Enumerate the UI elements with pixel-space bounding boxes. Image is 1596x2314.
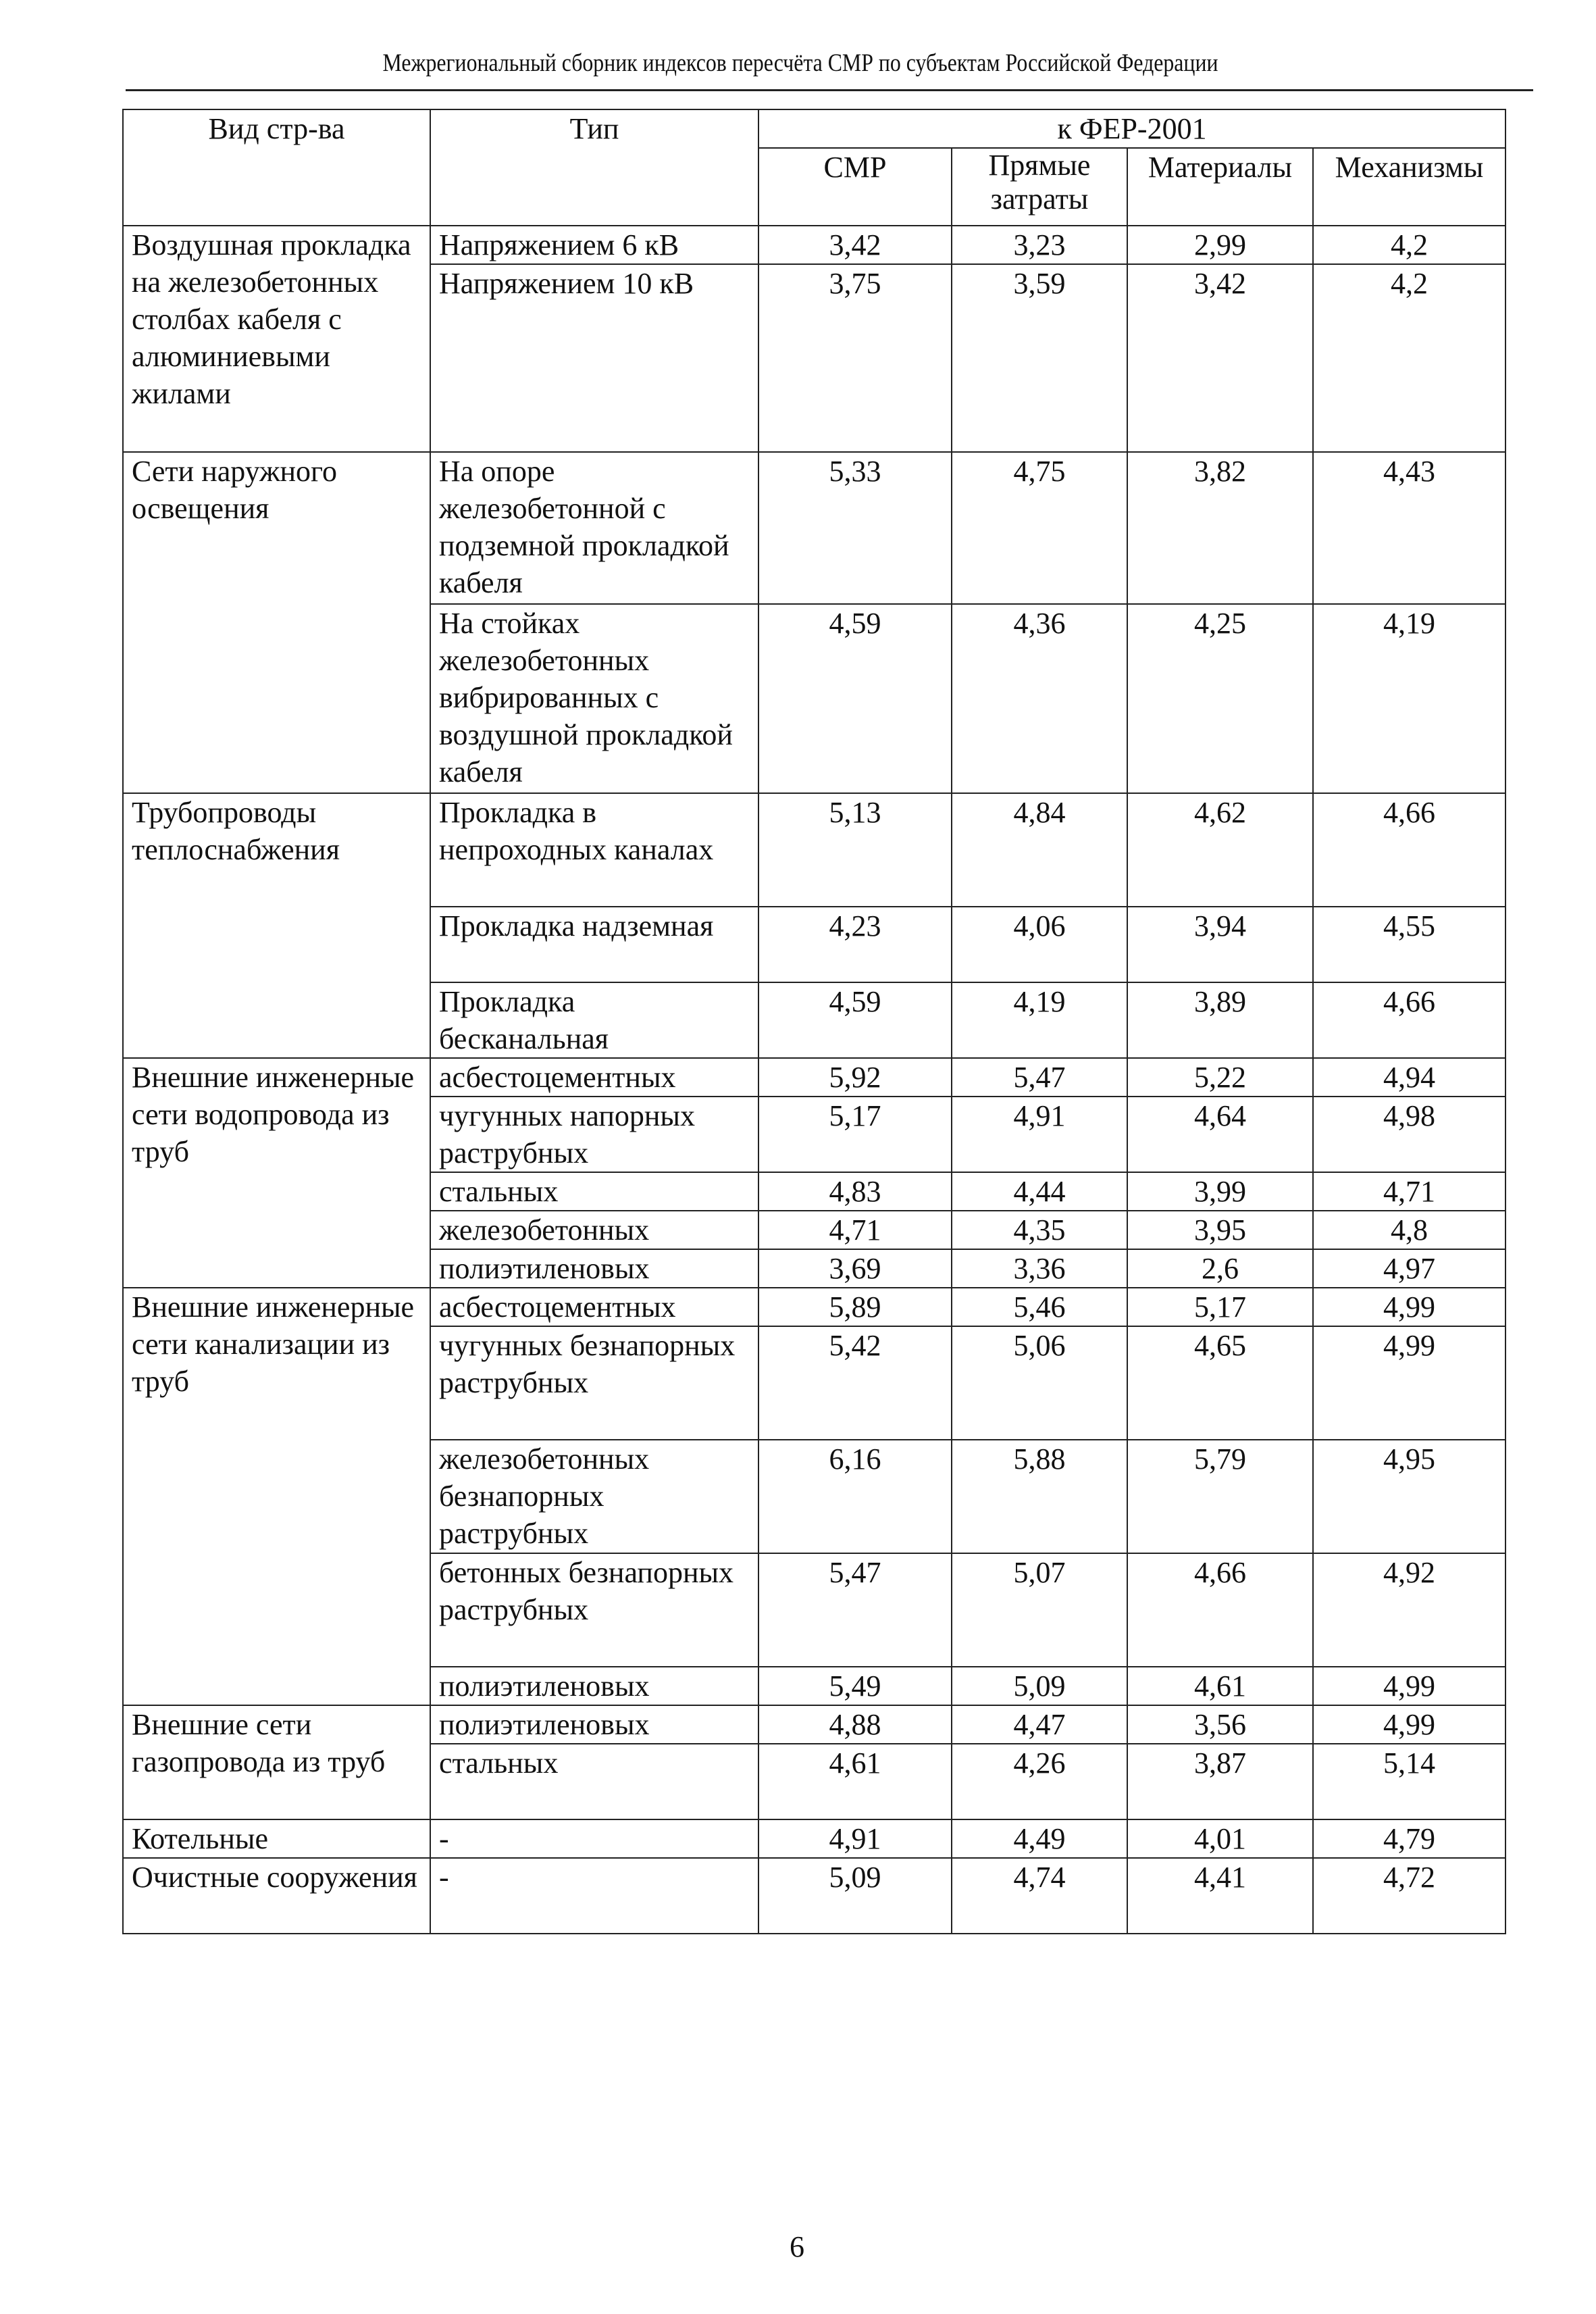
column-group-header: к ФЕР-2001 (758, 109, 1505, 148)
row-type-cell: полиэтиленовых (430, 1667, 758, 1705)
smr-value: 4,91 (758, 1819, 952, 1858)
mechanisms-value: 4,99 (1313, 1326, 1505, 1440)
materials-value: 4,65 (1127, 1326, 1313, 1440)
row-type-cell: Напряжением 10 кВ (430, 264, 758, 452)
row-kind-cell: Трубопроводы теплоснабжения (123, 793, 430, 1058)
smr-value: 4,71 (758, 1211, 952, 1249)
page-number: 6 (790, 2230, 804, 2263)
direct-value: 5,07 (952, 1553, 1127, 1667)
smr-value: 5,89 (758, 1288, 952, 1326)
mechanisms-value: 4,99 (1313, 1705, 1505, 1744)
direct-value: 4,47 (952, 1705, 1127, 1744)
materials-value: 4,25 (1127, 604, 1313, 793)
column-header-kind: Вид стр-ва (123, 109, 430, 226)
mechanisms-value: 4,98 (1313, 1097, 1505, 1172)
header-row-1 (123, 109, 1505, 148)
column-header-materials: Материалы (1127, 148, 1313, 226)
materials-value: 2,99 (1127, 226, 1313, 264)
row-type-cell: - (430, 1858, 758, 1934)
direct-value: 3,59 (952, 264, 1127, 452)
mechanisms-value: 4,94 (1313, 1058, 1505, 1097)
table-row (123, 1058, 1505, 1097)
column-header-direct: Прямые затраты (952, 148, 1127, 226)
table-row (123, 452, 1505, 604)
materials-value: 3,42 (1127, 264, 1313, 452)
mechanisms-value: 4,95 (1313, 1440, 1505, 1553)
smr-value: 5,92 (758, 1058, 952, 1097)
row-kind-cell: Сети наружного освещения (123, 452, 430, 793)
materials-value: 4,41 (1127, 1858, 1313, 1934)
mechanisms-value: 4,92 (1313, 1553, 1505, 1667)
direct-value: 5,47 (952, 1058, 1127, 1097)
row-type-cell: На стойках железобетонных вибрированных с воздушной прокладкой кабеля (430, 604, 758, 793)
smr-value: 5,42 (758, 1326, 952, 1440)
direct-value: 4,35 (952, 1211, 1127, 1249)
row-type-cell: асбестоцементных (430, 1058, 758, 1097)
direct-value: 3,36 (952, 1249, 1127, 1288)
mechanisms-value: 4,97 (1313, 1249, 1505, 1288)
row-type-cell: железобетонных безнапорных раструбных (430, 1440, 758, 1553)
materials-value: 3,82 (1127, 452, 1313, 604)
materials-value: 5,79 (1127, 1440, 1313, 1553)
direct-value: 4,06 (952, 907, 1127, 982)
mechanisms-value: 4,66 (1313, 982, 1505, 1058)
direct-value: 4,19 (952, 982, 1127, 1058)
row-type-cell: На опоре железобетонной с подземной прокладкой кабеля (430, 452, 758, 604)
row-kind-cell: Внешние сети газопровода из труб (123, 1705, 430, 1819)
table-row (123, 793, 1505, 907)
page-header-title: Межрегиональный сборник индексов пересчёта СМР по субъектам Российской Федерации (382, 49, 1218, 77)
row-type-cell: полиэтиленовых (430, 1249, 758, 1288)
row-type-cell: Прокладка надземная (430, 907, 758, 982)
mechanisms-value: 4,79 (1313, 1819, 1505, 1858)
row-type-cell: асбестоцементных (430, 1288, 758, 1326)
direct-value: 4,49 (952, 1819, 1127, 1858)
table-row (123, 1819, 1505, 1858)
direct-value: 5,88 (952, 1440, 1127, 1553)
table-row (123, 1705, 1505, 1744)
row-kind-cell: Внешние инженерные сети водопровода из труб (123, 1058, 430, 1288)
smr-value: 4,59 (758, 604, 952, 793)
direct-value: 3,23 (952, 226, 1127, 264)
column-header-type: Тип (430, 109, 758, 226)
row-type-cell: - (430, 1819, 758, 1858)
index-table (122, 109, 1506, 1934)
row-type-cell: Напряжением 6 кВ (430, 226, 758, 264)
materials-value: 2,6 (1127, 1249, 1313, 1288)
materials-value: 3,56 (1127, 1705, 1313, 1744)
direct-value: 4,26 (952, 1744, 1127, 1819)
mechanisms-value: 4,99 (1313, 1288, 1505, 1326)
materials-value: 4,61 (1127, 1667, 1313, 1705)
row-kind-cell: Очистные сооружения (123, 1858, 430, 1934)
row-kind-cell: Воздушная прокладка на железобетонных столбах кабеля с алюминиевыми жилами (123, 226, 430, 452)
direct-value: 4,84 (952, 793, 1127, 907)
row-type-cell: бетонных безнапорных раструбных (430, 1553, 758, 1667)
smr-value: 4,83 (758, 1172, 952, 1211)
materials-value: 5,17 (1127, 1288, 1313, 1326)
materials-value: 4,62 (1127, 793, 1313, 907)
materials-value: 3,94 (1127, 907, 1313, 982)
mechanisms-value: 4,43 (1313, 452, 1505, 604)
column-header-smr: СМР (758, 148, 952, 226)
table-row (123, 1288, 1505, 1326)
direct-value: 4,75 (952, 452, 1127, 604)
direct-value: 4,44 (952, 1172, 1127, 1211)
mechanisms-value: 4,99 (1313, 1667, 1505, 1705)
materials-value: 3,89 (1127, 982, 1313, 1058)
smr-value: 6,16 (758, 1440, 952, 1553)
row-kind-cell: Внешние инженерные сети канализации из труб (123, 1288, 430, 1705)
row-type-cell: Прокладка бесканальная (430, 982, 758, 1058)
mechanisms-value: 4,2 (1313, 264, 1505, 452)
materials-value: 3,95 (1127, 1211, 1313, 1249)
header-divider (126, 89, 1533, 91)
row-type-cell: полиэтиленовых (430, 1705, 758, 1744)
row-type-cell: чугунных напорных раструбных (430, 1097, 758, 1172)
row-type-cell: железобетонных (430, 1211, 758, 1249)
materials-value: 5,22 (1127, 1058, 1313, 1097)
smr-value: 3,69 (758, 1249, 952, 1288)
smr-value: 5,47 (758, 1553, 952, 1667)
direct-value: 5,46 (952, 1288, 1127, 1326)
row-type-cell: стальных (430, 1744, 758, 1819)
mechanisms-value: 4,19 (1313, 604, 1505, 793)
direct-value: 4,36 (952, 604, 1127, 793)
mechanisms-value: 4,66 (1313, 793, 1505, 907)
smr-value: 3,75 (758, 264, 952, 452)
materials-value: 4,01 (1127, 1819, 1313, 1858)
direct-value: 5,06 (952, 1326, 1127, 1440)
smr-value: 4,88 (758, 1705, 952, 1744)
row-type-cell: стальных (430, 1172, 758, 1211)
mechanisms-value: 5,14 (1313, 1744, 1505, 1819)
smr-value: 5,09 (758, 1858, 952, 1934)
smr-value: 5,49 (758, 1667, 952, 1705)
table-row (123, 1858, 1505, 1934)
row-kind-cell: Котельные (123, 1819, 430, 1858)
smr-value: 5,13 (758, 793, 952, 907)
materials-value: 4,66 (1127, 1553, 1313, 1667)
direct-value: 4,91 (952, 1097, 1127, 1172)
row-type-cell: чугунных безнапорных раструбных (430, 1326, 758, 1440)
direct-value: 4,74 (952, 1858, 1127, 1934)
smr-value: 5,33 (758, 452, 952, 604)
mechanisms-value: 4,55 (1313, 907, 1505, 982)
materials-value: 4,64 (1127, 1097, 1313, 1172)
smr-value: 4,23 (758, 907, 952, 982)
mechanisms-value: 4,71 (1313, 1172, 1505, 1211)
smr-value: 4,59 (758, 982, 952, 1058)
smr-value: 4,61 (758, 1744, 952, 1819)
materials-value: 3,99 (1127, 1172, 1313, 1211)
mechanisms-value: 4,2 (1313, 226, 1505, 264)
mechanisms-value: 4,8 (1313, 1211, 1505, 1249)
mechanisms-value: 4,72 (1313, 1858, 1505, 1934)
smr-value: 5,17 (758, 1097, 952, 1172)
smr-value: 3,42 (758, 226, 952, 264)
materials-value: 3,87 (1127, 1744, 1313, 1819)
row-type-cell: Прокладка в непроходных каналах (430, 793, 758, 907)
direct-value: 5,09 (952, 1667, 1127, 1705)
table-row (123, 226, 1505, 264)
column-header-mechanisms: Механизмы (1313, 148, 1505, 226)
